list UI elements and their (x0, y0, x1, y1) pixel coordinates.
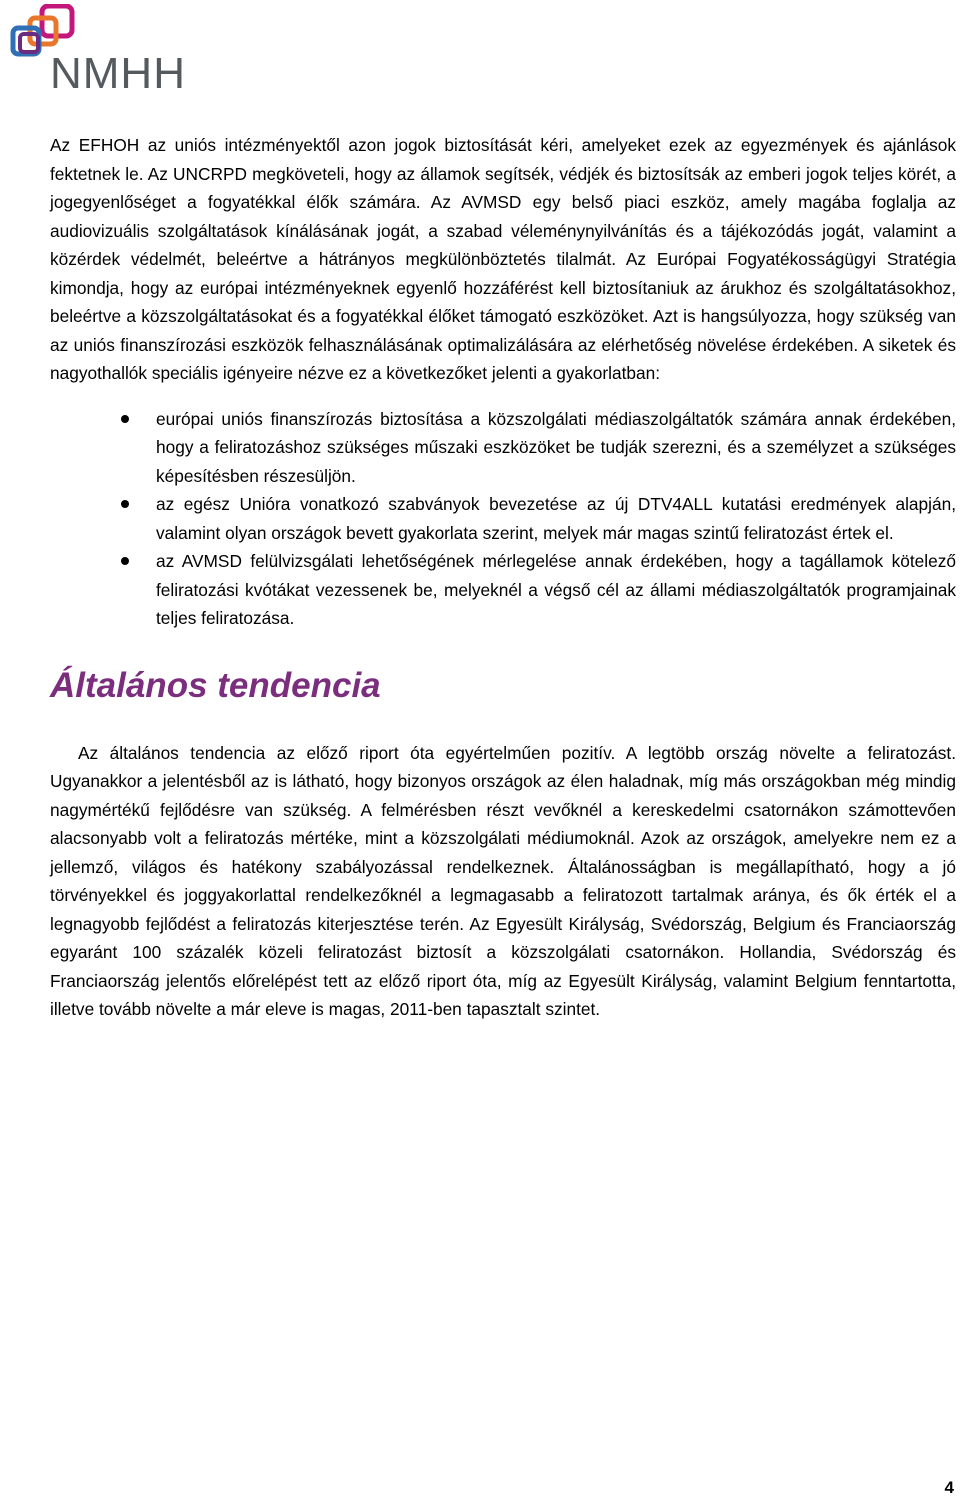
bullet-dot-icon (121, 500, 129, 508)
page-number: 4 (944, 1478, 954, 1497)
logo-wordmark: NMHH (50, 49, 185, 94)
bullet-text: az egész Unióra vonatkozó szabványok bevezetése az új DTV4ALL kutatási eredmények alapján, valamint olyan országok bevett gyakorlata szerint, melyek már magas szintű feliratozást értek el. (156, 494, 956, 543)
nmhh-logo-mark (10, 4, 185, 94)
bullet-item (50, 490, 956, 547)
bullet-list (50, 405, 956, 633)
nmhh-logo (10, 4, 185, 94)
bullet-item (50, 547, 956, 633)
trend-paragraph: Az általános tendencia az előző riport óta egyértelműen pozitív. A legtöbb ország növelte a feliratozást. Ugyanakkor a jelentésből az is látható, hogy bizonyos országok az élen haladnak, míg más országokban még mindig nagymértékű fejlődésre van szükség. A felmérésben részt vevőknél a kereskedelmi csatornákon számottevően alacsonyabb volt a feliratozás mértéke, mint a közszolgálati médiumoknál. Azok az országok, amelyekre nem ez a jellemző, világos és hatékony szabályozással rendelkeznek. Általánosságban is megállapítható, hogy a jó törvényekkel és joggyakorlattal rendelkezőknél a legmagasabb a feliratozott tartalmak aránya, és ők érték el a legnagyobb fejlődést a feliratozás kiterjesztése terén. Az Egyesült Királyság, Svédország, Belgium és Franciaország egyaránt 100 százalék közeli feliratozást biztosít a közszolgálati csatornákon. Hollandia, Svédország és Franciaország jelentős előrelépést tett az előző riport óta, míg az Egyesült Királyság, valamint Belgium fenntartotta, illetve tovább növelte a már eleve is magas, 2011-ben tapasztalt szintet. (50, 742, 956, 1019)
logo-squares-icon (13, 6, 72, 54)
intro-paragraph: Az EFHOH az uniós intézményektől azon jogok biztosítását kéri, amelyeket ezek az egyezmények és ajánlások fektetnek le. Az UNCRPD megköveteli, hogy az államok segítsék, védjék és biztosítsák az emberi jogok teljes körét, a jogegyenlőséget a fogyatékkal élők számára. Az AVMSD egy belső piaci eszköz, amely magába foglalja az audiovizuális szolgáltatások kínálásának jogát, a szabad véleménynyilvánítás és a tájékozódás jogát, valamint a közérdek védelmét, beleértve a hátrányos megkülönböztetés tilalmát. Az Európai Fogyatékosságügyi Stratégia kimondja, hogy az európai intézményeknek egyenlő hozzáférést kell biztosítaniuk az árukhoz és szolgáltatásokhoz, beleértve a közszolgáltatásokat és a fogyatékkal élőket támogató eszközöket. Azt is hangsúlyozza, hogy szükség van az uniós finanszírozási eszközök felhasználásának optimalizálására az elérhetőség növelése érdekében. A siketek és nagyothallók speciális igényeire nézve ez a következőket jelenti a gyakorlatban: (50, 135, 956, 383)
bullet-dot-icon (121, 415, 129, 423)
bullet-item (50, 405, 956, 491)
bullet-dot-icon (121, 557, 129, 565)
document-body (50, 131, 956, 1024)
bullet-text: európai uniós finanszírozás biztosítása a közszolgálati médiaszolgáltatók számára annak érdekében, hogy a feliratozáshoz szükséges műszaki eszközöket be tudják szerezni, és a személyzet a szükséges képesítésben részesüljön. (156, 408, 956, 486)
bullet-text: az AVMSD felülvizsgálati lehetőségének mérlegelése annak érdekében, hogy a tagállamok kötelező feliratozási kvótákat vezessenek be, melyeknél a végső cél az állami médiaszolgáltatók programjainak teljes feliratozása. (156, 551, 956, 628)
section-heading: Általános tendencia (50, 665, 381, 705)
